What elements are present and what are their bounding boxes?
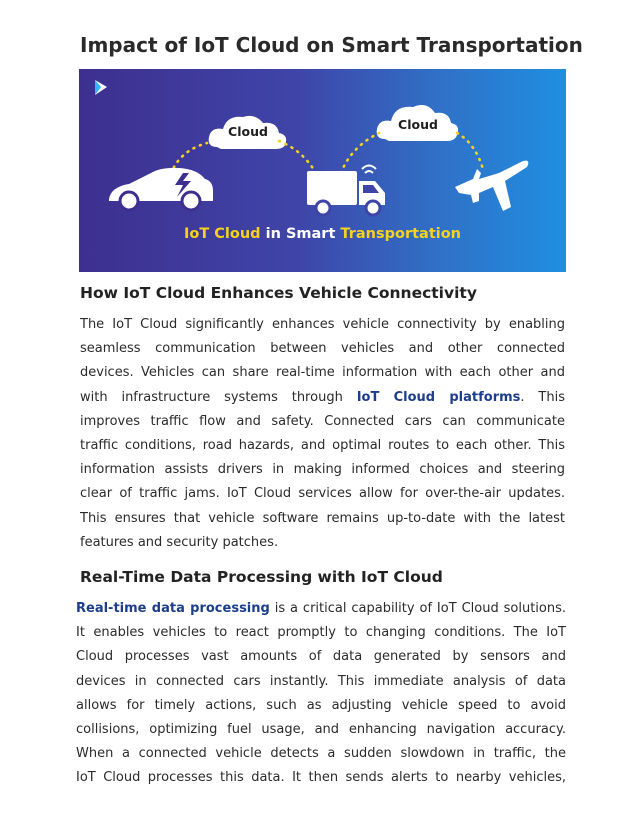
text-line: devices in connected cars instantly. This immediate analysis of data [76, 673, 566, 689]
text-line: devices. Vehicles can share real-time information with each other and [80, 365, 565, 381]
caption-middle: in Smart [260, 226, 341, 242]
truck-icon [307, 166, 385, 216]
text-line: This ensures that vehicle software remains up-to-date with the latest [80, 510, 565, 526]
text-line: collisions, optimizing fuel usage, and enhancing navigation accuracy. [76, 722, 566, 738]
text-line: Cloud processes vast amounts of data generated by sensors and [76, 649, 566, 665]
text-line: information assists drivers in making informed choices and steering [80, 462, 565, 478]
paragraph-connectivity [80, 313, 565, 555]
text-line: improves traffic flow and safety. Connected cars can communicate [80, 413, 565, 429]
real-time-data-processing-link[interactable]: Real-time data processing [76, 601, 270, 616]
caption-highlight-transportation: Transportation [340, 226, 462, 242]
page-title: Impact of IoT Cloud on Smart Transportation [80, 33, 583, 57]
text-line: IoT Cloud processes this data. It then sends alerts to nearby vehicles, [76, 770, 566, 786]
electric-car-icon [109, 168, 213, 210]
text-line-with-link [76, 597, 566, 621]
text-line: seamless communication between vehicles and other connected [80, 341, 565, 357]
text-line-with-link [80, 386, 565, 410]
section-heading-real-time: Real-Time Data Processing with IoT Cloud [80, 568, 443, 586]
caption-highlight-iot: IoT Cloud [183, 226, 261, 242]
text-segment: is a critical capability of IoT Cloud solutions. [269, 601, 567, 616]
banner-caption [79, 226, 566, 242]
text-line: When a connected vehicle detects a sudden slowdown in traffic, the [76, 746, 566, 762]
text-line: The IoT Cloud significantly enhances vehicle connectivity by enabling [80, 317, 565, 332]
text-segment: with infrastructure systems through [80, 389, 357, 405]
banner-image [79, 69, 566, 272]
text-line: traffic conditions, road hazards, and optimal routes to each other. This [80, 438, 565, 454]
text-line: features and security patches. [80, 534, 279, 550]
section-heading-connectivity: How IoT Cloud Enhances Vehicle Connectivity [80, 284, 477, 302]
text-line: clear of traffic jams. IoT Cloud services allow for over-the-air updates. [80, 486, 565, 502]
cloud-label-left: Cloud [228, 124, 268, 139]
text-line: allows for timely actions, such as adjusting vehicle speed to avoid [76, 697, 566, 713]
iot-cloud-platforms-link[interactable]: IoT Cloud platforms [356, 389, 521, 405]
text-line: It enables vehicles to react promptly to changing conditions. The IoT [76, 625, 566, 641]
airplane-icon [455, 161, 528, 211]
paragraph-real-time [76, 597, 566, 791]
cloud-label-right: Cloud [398, 117, 438, 132]
play-logo-icon [95, 80, 107, 95]
text-segment: . This [520, 389, 565, 405]
